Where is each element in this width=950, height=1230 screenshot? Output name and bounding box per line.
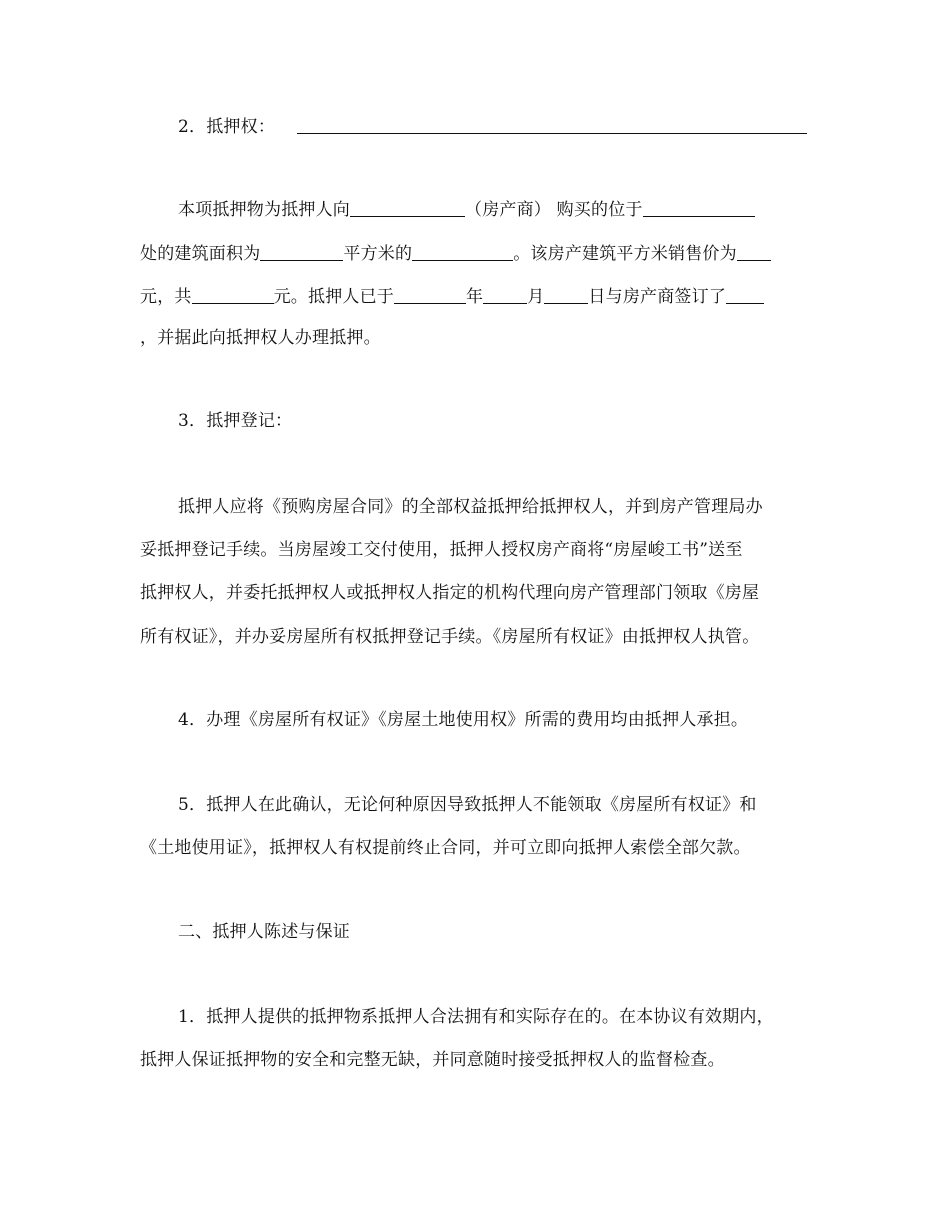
text-fragment: 日与房产商签订了 <box>588 287 727 307</box>
text-fragment: 处的建筑面积为 <box>140 244 261 264</box>
paragraph-line: 5．抵押人在此确认，无论何种原因导致抵押人不能领取《房屋所有权证》和 <box>178 795 757 815</box>
paragraph-line: 所有权证》，并办妥房屋所有权抵押登记手续。《房屋所有权证》由抵押权人执管。 <box>140 627 760 647</box>
text-fragment: ，并据此向抵押权人办理抵押。 <box>140 328 381 348</box>
location-blank <box>643 200 755 217</box>
paragraph-line: 妥抵押登记手续。当房屋竣工交付使用，抵押人授权房产商将“房屋峻工书”送至 <box>140 540 743 560</box>
text-fragment: 年 <box>466 287 484 307</box>
clause-2-heading <box>140 116 815 138</box>
section-2-heading: 二、抵押人陈述与保证 <box>178 922 350 942</box>
clause-3-heading: 3．抵押登记： <box>178 411 293 431</box>
text-fragment: 元，共 <box>140 287 192 307</box>
price-blank <box>737 244 771 261</box>
paragraph-line: 1．抵押人提供的抵押物系抵押人合法拥有和实际存在的。在本协议有效期内， <box>178 1007 774 1027</box>
mortgage-right-blank <box>297 117 807 134</box>
total-blank <box>192 287 274 304</box>
month-blank <box>483 287 527 304</box>
year-blank <box>394 287 466 304</box>
paragraph-line <box>140 199 815 221</box>
contract-blank <box>726 287 764 304</box>
paragraph-line <box>140 327 815 349</box>
paragraph-line: 抵押权人，并委托抵押权人或抵押权人指定的机构代理向房产管理部门领取《房屋 <box>140 583 760 603</box>
paragraph-line: 抵押人保证抵押物的安全和完整无缺，并同意随时接受抵押权人的监督检查。 <box>140 1050 725 1070</box>
paragraph-line <box>140 243 815 265</box>
text-fragment: （房产商） 购买的位于 <box>465 200 643 220</box>
text-fragment: 月 <box>527 287 545 307</box>
paragraph-line: 《土地使用证》，抵押权人有权提前终止合同，并可立即向抵押人索偿全部欠款。 <box>140 838 751 858</box>
text-fragment: 元。抵押人已于 <box>273 287 395 307</box>
text-fragment: 本项抵押物为抵押人向 <box>178 200 350 220</box>
paragraph-line <box>140 286 815 308</box>
property-blank <box>412 244 513 261</box>
text-fragment: 。该房产建筑平方米销售价为 <box>513 244 737 264</box>
clause-4: 4．办理《房屋所有权证》《房屋土地使用权》所需的费用均由抵押人承担。 <box>178 710 749 730</box>
clause-2-label: 2．抵押权： <box>178 117 276 137</box>
area-blank <box>260 244 343 261</box>
paragraph-line: 抵押人应将《预购房屋合同》的全部权益抵押给抵押权人，并到房产管理局办 <box>178 497 763 517</box>
developer-blank <box>350 200 465 217</box>
day-blank <box>544 287 588 304</box>
text-fragment: 平方米的 <box>343 244 413 264</box>
